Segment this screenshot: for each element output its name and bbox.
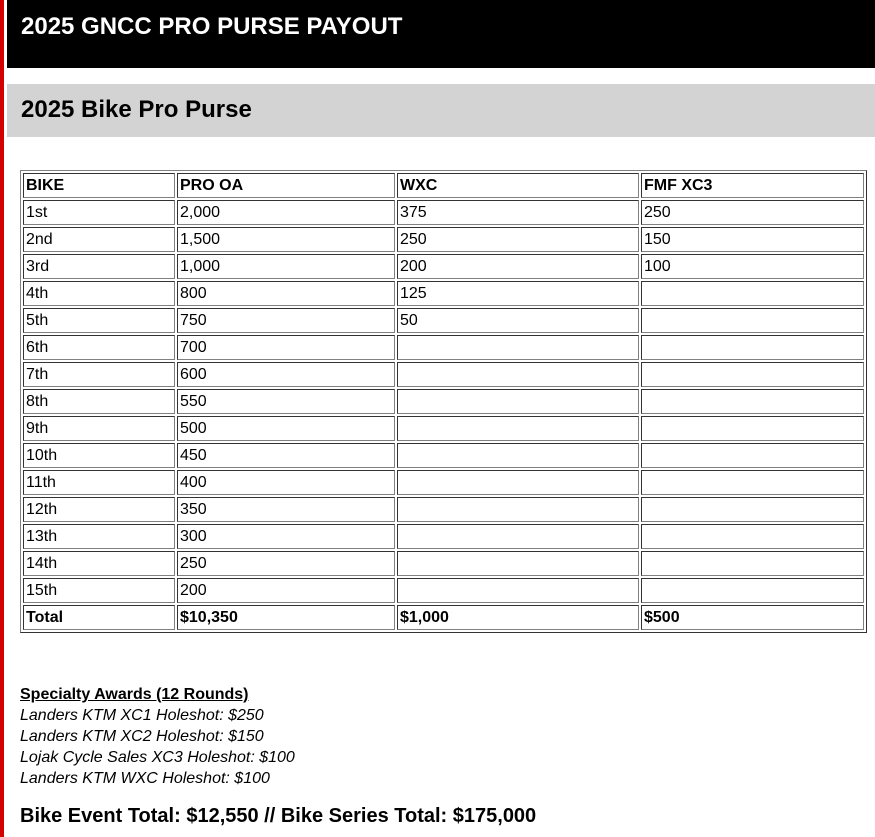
table-cell: 12th (23, 497, 175, 522)
table-cell: 6th (23, 335, 175, 360)
page-title: 2025 GNCC PRO PURSE PAYOUT (21, 13, 403, 40)
table-cell: 200 (397, 254, 639, 279)
award-item: Landers KTM XC1 Holeshot: $250 (20, 707, 264, 724)
column-header: PRO OA (177, 173, 395, 198)
award-item: Landers KTM WXC Holeshot: $100 (20, 770, 270, 787)
table-header-row (23, 173, 864, 198)
column-header: WXC (397, 173, 639, 198)
table-row (23, 362, 864, 387)
table-cell: 300 (177, 524, 395, 549)
table-cell: 10th (23, 443, 175, 468)
table-cell: 100 (641, 254, 864, 279)
table-cell: $500 (641, 605, 864, 630)
table-cell (641, 389, 864, 414)
table-cell (641, 578, 864, 603)
table-cell (397, 362, 639, 387)
table-cell (397, 578, 639, 603)
table-cell: 2nd (23, 227, 175, 252)
award-item: Landers KTM XC2 Holeshot: $150 (20, 728, 264, 745)
table-cell: 1,500 (177, 227, 395, 252)
section-title: 2025 Bike Pro Purse (21, 96, 252, 123)
table-cell (397, 335, 639, 360)
page-header (7, 0, 875, 68)
table-cell (397, 416, 639, 441)
specialty-awards (20, 684, 295, 789)
table-cell: $10,350 (177, 605, 395, 630)
table-cell: 600 (177, 362, 395, 387)
table-row (23, 254, 864, 279)
table-cell (641, 416, 864, 441)
table-cell: 700 (177, 335, 395, 360)
table-row (23, 281, 864, 306)
table-row (23, 308, 864, 333)
table-cell: 250 (177, 551, 395, 576)
table-cell: 800 (177, 281, 395, 306)
table-cell (641, 497, 864, 522)
table-cell: 1,000 (177, 254, 395, 279)
table-cell: 13th (23, 524, 175, 549)
table-cell: 200 (177, 578, 395, 603)
table-row (23, 578, 864, 603)
table-cell: 250 (641, 200, 864, 225)
page (7, 0, 875, 827)
table-cell: 1st (23, 200, 175, 225)
table-cell: 11th (23, 470, 175, 495)
table-cell: 9th (23, 416, 175, 441)
table-cell: 250 (397, 227, 639, 252)
table-row (23, 416, 864, 441)
section-header (7, 84, 875, 137)
table-row (23, 497, 864, 522)
table-cell: 500 (177, 416, 395, 441)
awards-title: Specialty Awards (12 Rounds) (20, 686, 249, 703)
table-cell: 150 (641, 227, 864, 252)
table-cell: 8th (23, 389, 175, 414)
table-cell: 450 (177, 443, 395, 468)
table-cell: $1,000 (397, 605, 639, 630)
table-row (23, 443, 864, 468)
table-row (23, 200, 864, 225)
table-row (23, 551, 864, 576)
table-cell: 14th (23, 551, 175, 576)
table-cell: 50 (397, 308, 639, 333)
table-cell (641, 362, 864, 387)
table-cell: 375 (397, 200, 639, 225)
table-cell: 15th (23, 578, 175, 603)
table-cell (641, 443, 864, 468)
column-header: FMF XC3 (641, 173, 864, 198)
table-cell (641, 335, 864, 360)
table-cell: 125 (397, 281, 639, 306)
table-cell: 5th (23, 308, 175, 333)
purse-totals: Bike Event Total: $12,550 // Bike Series Total: $175,000 (20, 805, 537, 827)
table-row (23, 524, 864, 549)
table-cell (397, 497, 639, 522)
table-cell (397, 551, 639, 576)
table-row (23, 389, 864, 414)
table-cell (641, 281, 864, 306)
table-cell: 2,000 (177, 200, 395, 225)
table-cell: Total (23, 605, 175, 630)
table-cell (397, 389, 639, 414)
table-cell (641, 551, 864, 576)
table-cell (397, 470, 639, 495)
table-cell (397, 443, 639, 468)
table-row (23, 335, 864, 360)
table-cell (641, 524, 864, 549)
table-cell: 400 (177, 470, 395, 495)
table-cell: 750 (177, 308, 395, 333)
table-cell: 350 (177, 497, 395, 522)
table-cell: 3rd (23, 254, 175, 279)
table-total-row (23, 605, 864, 630)
purse-table (20, 170, 867, 633)
award-item: Lojak Cycle Sales XC3 Holeshot: $100 (20, 749, 295, 766)
table-cell (641, 308, 864, 333)
table-cell: 7th (23, 362, 175, 387)
table-cell (397, 524, 639, 549)
table-cell: 550 (177, 389, 395, 414)
left-accent-stripe (0, 0, 4, 837)
column-header: BIKE (23, 173, 175, 198)
table-cell: 4th (23, 281, 175, 306)
table-cell (641, 470, 864, 495)
table-row (23, 470, 864, 495)
table-row (23, 227, 864, 252)
